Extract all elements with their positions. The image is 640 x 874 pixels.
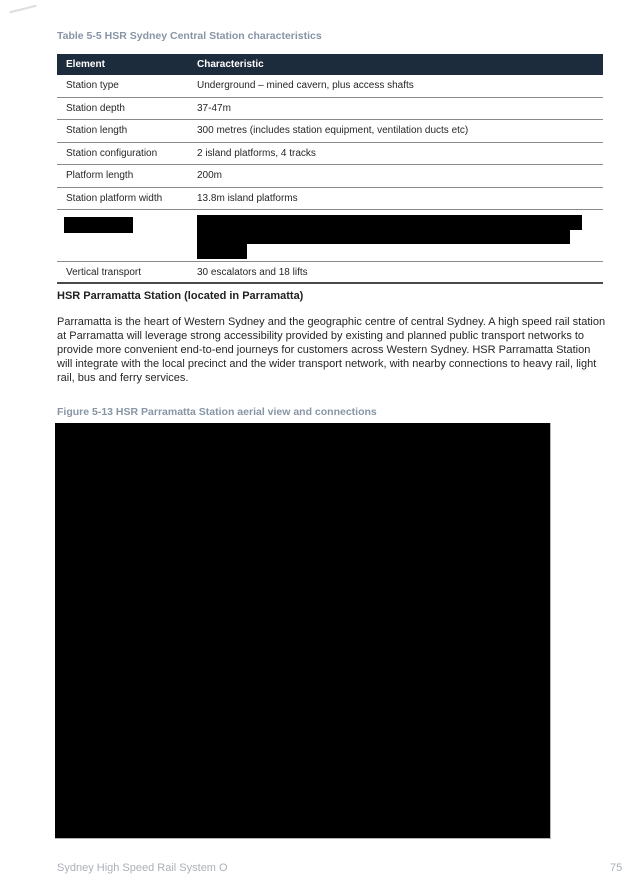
characteristic-cell: 30 escalators and 18 lifts: [197, 262, 603, 284]
element-cell: Station type: [57, 75, 197, 97]
element-cell: Station platform width: [57, 187, 197, 210]
element-cell: Station configuration: [57, 142, 197, 165]
characteristic-cell: 2 island platforms, 4 tracks: [197, 142, 603, 165]
table-row: [57, 120, 603, 143]
table-row: [57, 262, 603, 284]
table-row: [57, 165, 603, 188]
figure-caption: Figure 5-13 HSR Parramatta Station aerial view and connections: [57, 406, 377, 418]
footer-page-number-clipped: 75: [610, 862, 623, 874]
station-characteristics-table: [57, 54, 603, 284]
redaction-block: [197, 244, 247, 259]
redaction-block: [197, 230, 570, 244]
column-header-element: Element: [57, 54, 197, 75]
section-heading: HSR Parramatta Station (located in Parramatta): [57, 290, 304, 302]
table-row: [57, 75, 603, 97]
table-row: [57, 97, 603, 120]
footer-text-clipped: Sydney High Speed Rail System O: [57, 862, 228, 874]
column-header-characteristic: Characteristic: [197, 54, 603, 75]
element-cell-redacted: [57, 210, 197, 262]
element-cell: Platform length: [57, 165, 197, 188]
body-paragraph: Parramatta is the heart of Western Sydney and the geographic centre of central Sydney. A high speed rail station at Parramatta will leverage strong accessibility provided by existing and planned public transport networks to provide more convenient end-to-end journeys for customers across Western Sydney. HSR Parramatta Station will integrate with the local precinct and the wider transport network, with nearby connections to heavy rail, light rail, bus and ferry services.: [57, 316, 606, 384]
scan-artifact-mark: [9, 5, 37, 14]
table-row: [57, 142, 603, 165]
element-cell: Vertical transport: [57, 262, 197, 284]
table-caption: Table 5-5 HSR Sydney Central Station characteristics: [57, 30, 322, 42]
characteristic-cell: 13.8m island platforms: [197, 187, 603, 210]
characteristic-cell: 200m: [197, 165, 603, 188]
redacted-figure-image: [55, 423, 551, 839]
characteristic-cell-redacted: [197, 210, 603, 262]
redaction-block: [197, 215, 582, 230]
characteristic-cell: 37-47m: [197, 97, 603, 120]
element-cell: Station depth: [57, 97, 197, 120]
redaction-block: [64, 217, 133, 233]
table-row: [57, 187, 603, 210]
table-header-row: [57, 54, 603, 75]
characteristic-cell: 300 metres (includes station equipment, ventilation ducts etc): [197, 120, 603, 143]
characteristic-cell: Underground – mined cavern, plus access shafts: [197, 75, 603, 97]
element-cell: Station length: [57, 120, 197, 143]
table-row-redacted: [57, 210, 603, 262]
